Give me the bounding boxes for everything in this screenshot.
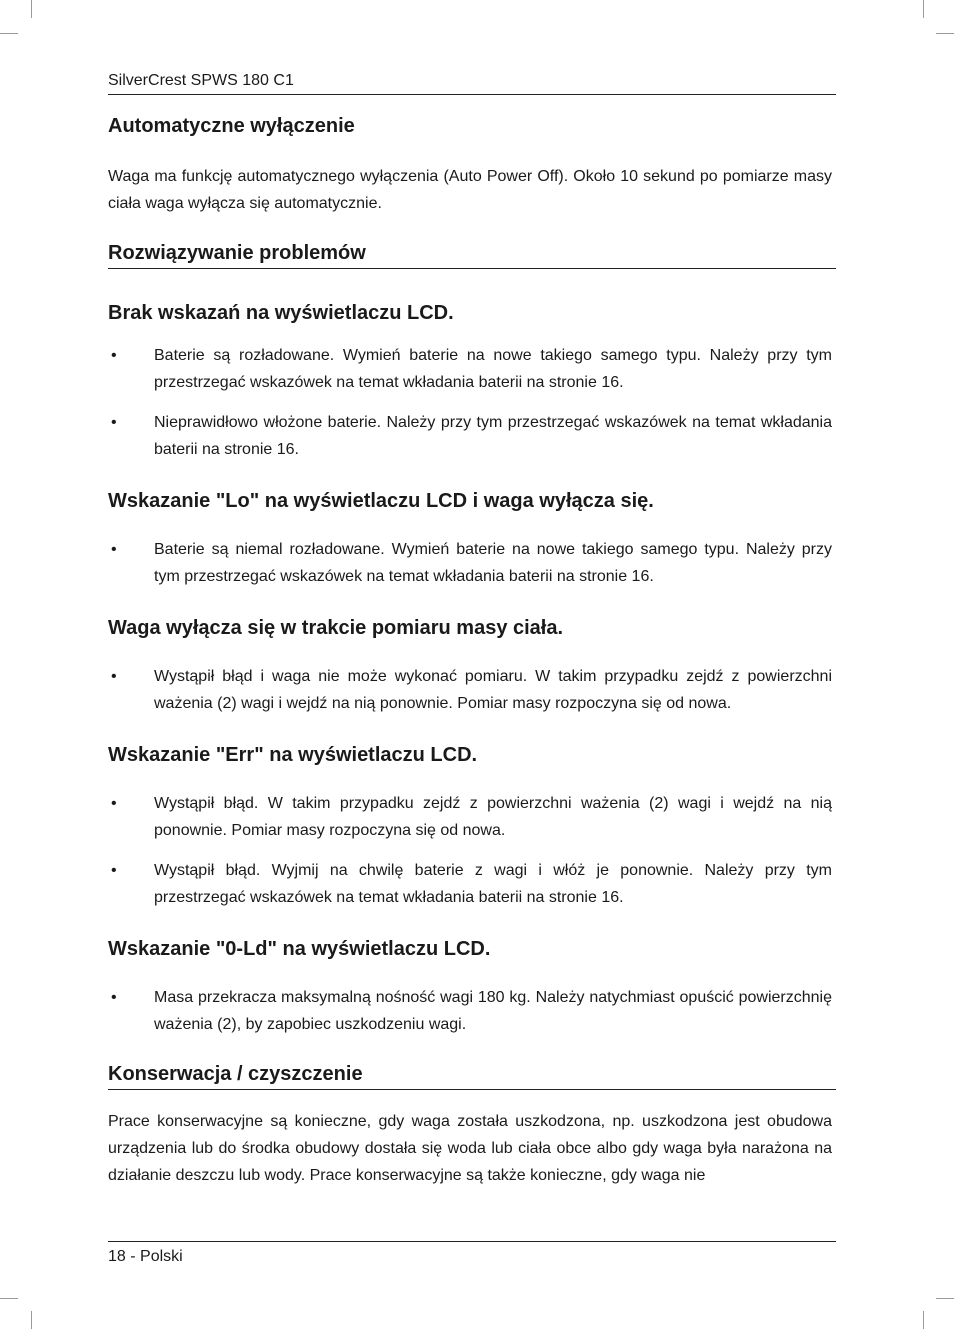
list-item-text: Wystąpił błąd. W takim przypadku zejdź z powierzchni ważenia (2) wagi i wejdź na nią ponownie. Pomiar masy rozpoczyna się od nowa. xyxy=(154,795,832,839)
bullet-list-shutoff xyxy=(108,663,832,717)
section-title-troubleshooting: Rozwiązywanie problemów xyxy=(108,239,836,269)
crop-mark xyxy=(923,1311,924,1329)
subsection-title-shutoff: Waga wyłącza się w trakcie pomiaru masy ciała. xyxy=(108,617,564,639)
list-item-text: Baterie są niemal rozładowane. Wymień baterie na nowe takiego samego typu. Należy przy tym przestrzegać wskazówek na temat wkładania baterii na stronie 16. xyxy=(154,541,832,585)
subsection-title-0-ld: Wskazanie "0-Ld" na wyświetlaczu LCD. xyxy=(108,938,491,960)
section-title-auto-off: Automatyczne wyłączenie xyxy=(108,115,355,137)
list-item-text: Wystąpił błąd i waga nie może wykonać pomiaru. W takim przypadku zejdź z powierzchni ważenia (2) wagi i wejdź na nią ponownie. Pomiar masy rozpoczyna się od nowa. xyxy=(154,668,832,712)
list-item xyxy=(108,857,832,911)
list-item xyxy=(108,790,832,844)
list-item-text: Wystąpił błąd. Wyjmij na chwilę baterie z wagi i włóż je ponownie. Należy przy tym przestrzegać wskazówek na temat wkładania baterii na stronie 16. xyxy=(154,862,832,906)
subsection-title-no-display: Brak wskazań na wyświetlaczu LCD. xyxy=(108,302,454,324)
section-title-maintenance: Konserwacja / czyszczenie xyxy=(108,1060,836,1090)
bullet-icon: • xyxy=(111,347,117,364)
list-item xyxy=(108,984,832,1038)
crop-mark xyxy=(0,1298,18,1299)
bullet-icon: • xyxy=(111,541,117,558)
subsection-title-lo: Wskazanie "Lo" na wyświetlaczu LCD i waga wyłącza się. xyxy=(108,490,654,512)
list-item xyxy=(108,342,832,396)
crop-mark xyxy=(923,0,924,18)
bullet-list-0-ld xyxy=(108,984,832,1038)
crop-mark xyxy=(936,33,954,34)
bullet-icon: • xyxy=(111,989,117,1006)
list-item xyxy=(108,409,832,463)
maintenance-paragraph: Prace konserwacyjne są konieczne, gdy waga została uszkodzona, np. uszkodzona jest obudowa urządzenia lub do środka obudowy dostała się woda lub ciała obce albo gdy waga była narażona na działanie deszczu lub wody. Prace konserwacyjne są także konieczne, gdy waga nie xyxy=(108,1113,832,1184)
bullet-icon: • xyxy=(111,862,117,879)
bullet-list-no-display xyxy=(108,342,832,463)
crop-mark xyxy=(31,1311,32,1329)
bullet-list-lo xyxy=(108,536,832,590)
bullet-icon: • xyxy=(111,668,117,685)
running-footer: 18 - Polski xyxy=(108,1241,836,1268)
crop-mark xyxy=(936,1298,954,1299)
list-item-text: Nieprawidłowo włożone baterie. Należy przy tym przestrzegać wskazówek na temat wkładania baterii na stronie 16. xyxy=(154,414,832,458)
list-item-text: Masa przekracza maksymalną nośność wagi 180 kg. Należy natychmiast opuścić powierzchnię ważenia (2), by zapobiec uszkodzeniu wagi. xyxy=(154,989,832,1033)
crop-mark xyxy=(31,0,32,18)
page-content xyxy=(108,112,832,1189)
running-header: SilverCrest SPWS 180 C1 xyxy=(108,70,836,95)
auto-off-paragraph: Waga ma funkcję automatycznego wyłączenia (Auto Power Off). Około 10 sekund po pomiarze masy ciała waga wyłącza się automatycznie. xyxy=(108,168,832,212)
bullet-list-err xyxy=(108,790,832,911)
list-item xyxy=(108,536,832,590)
subsection-title-err: Wskazanie "Err" na wyświetlaczu LCD. xyxy=(108,744,478,766)
list-item xyxy=(108,663,832,717)
bullet-icon: • xyxy=(111,414,117,431)
crop-mark xyxy=(0,33,18,34)
list-item-text: Baterie są rozładowane. Wymień baterie na nowe takiego samego typu. Należy przy tym przestrzegać wskazówek na temat wkładania baterii na stronie 16. xyxy=(154,347,832,391)
bullet-icon: • xyxy=(111,795,117,812)
document-page xyxy=(108,0,836,1329)
